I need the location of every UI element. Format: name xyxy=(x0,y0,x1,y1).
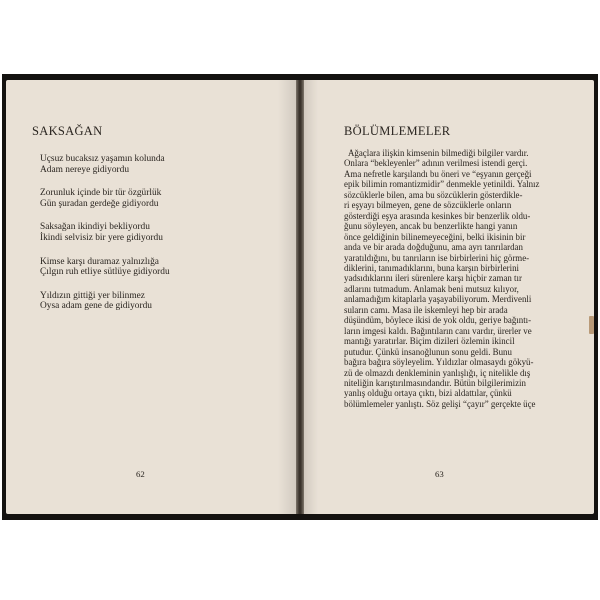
prose-line: bölümlemeler yanlıştı. Söz gelişi “çayır” gerçekte üçe xyxy=(344,398,536,409)
stanza xyxy=(40,154,280,175)
prose-line: zü de olmazdı denkleminin yanlışlığı, iç nitelikle dış xyxy=(344,367,531,378)
prose-line: anda ve bir arada doğduğunu, ama ayrı tanrılardan xyxy=(344,242,523,253)
prose-line: yadsıdıklarını ileri sürenlere karşı hiçbir zaman tır xyxy=(344,273,522,284)
open-book xyxy=(2,74,598,520)
prose-line: ların imgesi kaldı. Bağıntıların canı vardır, ürerler ve xyxy=(344,325,532,336)
prose-body xyxy=(344,148,559,409)
prose-line: sözcüklerle bilen, ama bu sözcüklerin gösterdikle- xyxy=(344,189,523,200)
page-edge-mark xyxy=(589,316,594,334)
prose-line: yaratıldığını, bu tanrıların ise birbirlerini hiç görme- xyxy=(344,252,530,263)
verse-line: Yıldızın gittiği yer bilinmez xyxy=(40,290,145,301)
page-number-left: 62 xyxy=(136,469,145,479)
verse-line: İkindi selvisiz bir yere gidiyordu xyxy=(40,232,163,243)
prose-line: gösterdiği eşya arasında kesinkes bir benzerlik oldu- xyxy=(344,210,531,221)
section-title: BÖLÜMLEMELER xyxy=(344,124,451,138)
prose-line: suların camı. Masa ile iskemleyi hep bir arada xyxy=(344,304,508,315)
prose-line: ğunu söyleyen, ancak bu benzerlikte hangi yanın xyxy=(344,221,518,232)
prose-line: anlamadığım kitaplarla yaşayabiliyorum. Merdivenli xyxy=(344,294,532,305)
prose-line: putudur. Çünkü insanoğlunun sonu geldi. Bunu xyxy=(344,346,512,357)
stanza xyxy=(40,291,280,312)
prose-line: Ağaçlara ilişkin kimsenin bilmediği bilgiler vardır. xyxy=(348,148,529,158)
prose-line: mantığı yaratırlar. Biçim dizileri özlemin ikincil xyxy=(344,336,515,347)
right-page xyxy=(304,80,594,514)
poem-body xyxy=(40,154,280,325)
verse-line: Kimse karşı duramaz yalnızlığa xyxy=(40,256,159,267)
verse-line: Çılgın ruh etliye sütlüye gidiyordu xyxy=(40,267,170,278)
stanza xyxy=(40,188,280,209)
verse-line: Uçsuz bucaksız yaşamın kolunda xyxy=(40,154,165,164)
verse-line: Gün şuradan gerdeğe gidiyordu xyxy=(40,198,159,209)
verse-line: Adam nereye gidiyordu xyxy=(40,164,130,175)
prose-line: epik bilimin romantizmidir” denmekle yetinildi. Yalnız xyxy=(344,179,540,190)
left-page xyxy=(6,80,296,514)
stanza xyxy=(40,257,280,278)
prose-line: önce geldiğinin bilinemeyeceğini, belki ikisinin bir xyxy=(344,231,526,242)
poem-title: SAKSAĞAN xyxy=(32,124,103,138)
prose-line: yanlış olduğu ortaya çıktı, bizi aldattılar, çünkü xyxy=(344,388,512,399)
verse-line: Zorunluk içinde bir tür özgürlük xyxy=(40,188,162,199)
verse-line: Oysa adam gene de gidiyordu xyxy=(40,301,152,312)
prose-line: düşündüm, böylece ikisi de yok oldu, geriye bağıntı- xyxy=(344,315,532,326)
page-number-right: 63 xyxy=(435,469,444,479)
prose-line: adlarını tutmadum. Anlamak beni mutsuz kılıyor, xyxy=(344,283,519,294)
stanza xyxy=(40,222,280,243)
prose-line: diklerini, tanımadıklarını, buna karşın birbirlerini xyxy=(344,262,519,273)
prose-line: Ama nefretle karşılandı bu öneri ve “eşyanın gerçeği xyxy=(344,168,532,179)
prose-line: Onlara “bekleyenler” adının verilmesi istendi gerçi. xyxy=(344,158,528,169)
prose-line: bağıra bağıra söyleyelim. Yıldızlar olmasaydı gökyü- xyxy=(344,357,534,368)
verse-line: Saksağan ikindiyi bekliyordu xyxy=(40,222,150,233)
prose-line: niteliğin karıştırılmasındandır. Bütün bilgilerimizin xyxy=(344,377,526,388)
prose-line: ri eşyayı bilmeyen, gene de sözcüklerle onların xyxy=(344,200,512,211)
